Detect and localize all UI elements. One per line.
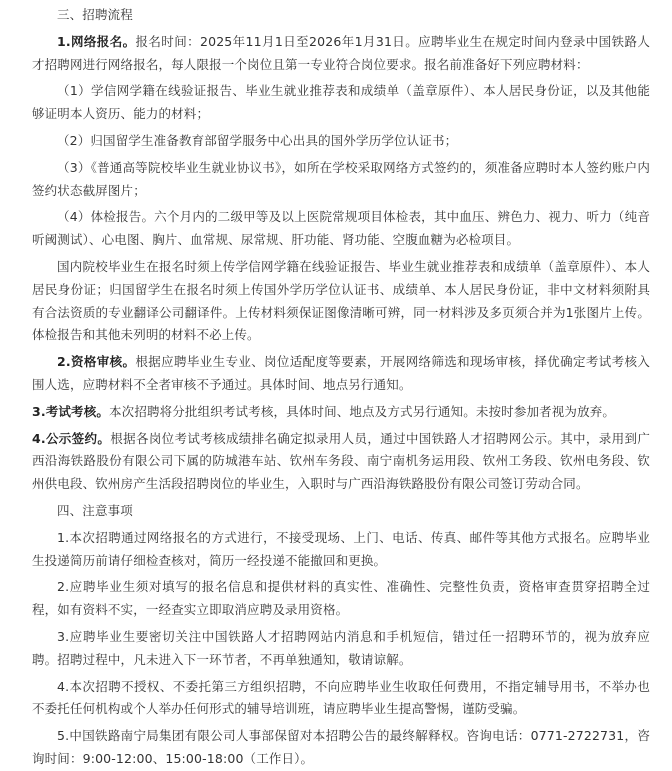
step-number: 1. bbox=[57, 33, 71, 49]
step-number: 4. bbox=[32, 430, 46, 446]
step-number: 2. bbox=[57, 354, 71, 370]
step-title: 资格审核。 bbox=[70, 354, 136, 370]
material-item: （4）体检报告。六个月内的二级甲等及以上医院常规项目体检表，其中血压、辨色力、视力、听力（纯音听阈测试）、心电图、胸片、血常规、尿常规、肝功能、肾功能、空腹血糖为必检项目。 bbox=[32, 209, 650, 248]
note-item: 4.本次招聘不授权、不委托第三方组织招聘，不向应聘毕业生收取任何费用，不指定辅导用书，不举办也不委托任何机构或个人举办任何形式的辅导培训班，请应聘毕业生提高警惕，谨防受骗。 bbox=[32, 678, 650, 717]
note-item: 1.本次招聘通过网络报名的方式进行，不接受现场、上门、电话、传真、邮件等其他方式报名。应聘毕业生投递简历前请仔细检查核对，简历一经投递不能撤回和更换。 bbox=[32, 529, 650, 568]
note-item-contact: 5.中国铁路南宁局集团有限公司人事部保留对本招聘公告的最终解释权。咨询电话：0771-2722731，咨询时间：9:00-12:00、15:00-18:00（工作日）。 bbox=[32, 728, 650, 766]
step-title: 考试考核。 bbox=[45, 403, 110, 419]
step-publicity-signing bbox=[32, 428, 650, 496]
section-heading-recruitment-process: 三、招聘流程 bbox=[57, 7, 133, 22]
step-examination bbox=[32, 401, 650, 424]
step-qualification-review bbox=[32, 351, 650, 397]
material-item: （2）归国留学生准备教育部留学服务中心出具的国外学历学位认证书； bbox=[57, 132, 458, 148]
step-number: 3. bbox=[32, 403, 46, 419]
step-body: 根据应聘毕业生专业、岗位适配度等要素，开展网络筛选和现场审核，择优确定考试考核入围人选，应聘材料不全者审核不予通过。具体时间、地点另行通知。 bbox=[32, 354, 650, 392]
step-body: 报名时间：2025年11月1日至2026年1月31日。应聘毕业生在规定时间内登录中国铁路人才招聘网进行网络报名，每人限报一个岗位且第一专业符合岗位要求。报名前准备好下列应聘材料： bbox=[32, 33, 650, 72]
step-title: 网络报名。 bbox=[70, 33, 136, 49]
upload-note: 国内院校毕业生在报名时须上传学信网学籍在线验证报告、毕业生就业推荐表和成绩单（盖章原件）、本人居民身份证；归国留学生在报名时须上传国外学历学位认证书、成绩单、本人居民身份证，非中文材料须附具有合法资质的专业翻译公司翻译件。上传材料须保证图像清晰可辨，同一材料涉及多页须合并为1张图片上传。体检报告和其他未列明的材料不必上传。 bbox=[32, 258, 650, 343]
step-title: 公示签约。 bbox=[45, 430, 111, 446]
section-heading-notes: 四、注意事项 bbox=[57, 502, 133, 518]
material-item: （1）学信网学籍在线验证报告、毕业生就业推荐表和成绩单（盖章原件）、本人居民身份证，以及其他能够证明本人资历、能力的材料； bbox=[32, 83, 650, 122]
step-body: 根据各岗位考试考核成绩排名确定拟录用人员，通过中国铁路人才招聘网公示。其中，录用到广西沿海铁路股份有限公司下属的防城港车站、钦州车务段、南宁南机务运用段、钦州工务段、钦州电务段、钦州供电段、钦州房产生活段招聘岗位的毕业生，入职时与广西沿海铁路股份有限公司签订劳动合同。 bbox=[32, 430, 650, 492]
material-item: （3）《普通高等院校毕业生就业协议书》，如所在学校采取网络方式签约的，须准备应聘时本人签约账户内签约状态截屏图片； bbox=[32, 159, 650, 198]
note-item: 2.应聘毕业生须对填写的报名信息和提供材料的真实性、准确性、完整性负责，资格审查贯穿招聘全过程，如有资料不实，一经查实立即取消应聘及录用资格。 bbox=[32, 579, 650, 618]
step-body: 本次招聘将分批组织考试考核，具体时间、地点及方式另行通知。未按时参加者视为放弃。 bbox=[109, 403, 616, 419]
note-item: 3.应聘毕业生要密切关注中国铁路人才招聘网站内消息和手机短信，错过任一招聘环节的，视为放弃应聘。招聘过程中，凡未进入下一环节者，不再单独通知，敬请谅解。 bbox=[32, 628, 650, 667]
step-online-registration bbox=[32, 31, 650, 77]
